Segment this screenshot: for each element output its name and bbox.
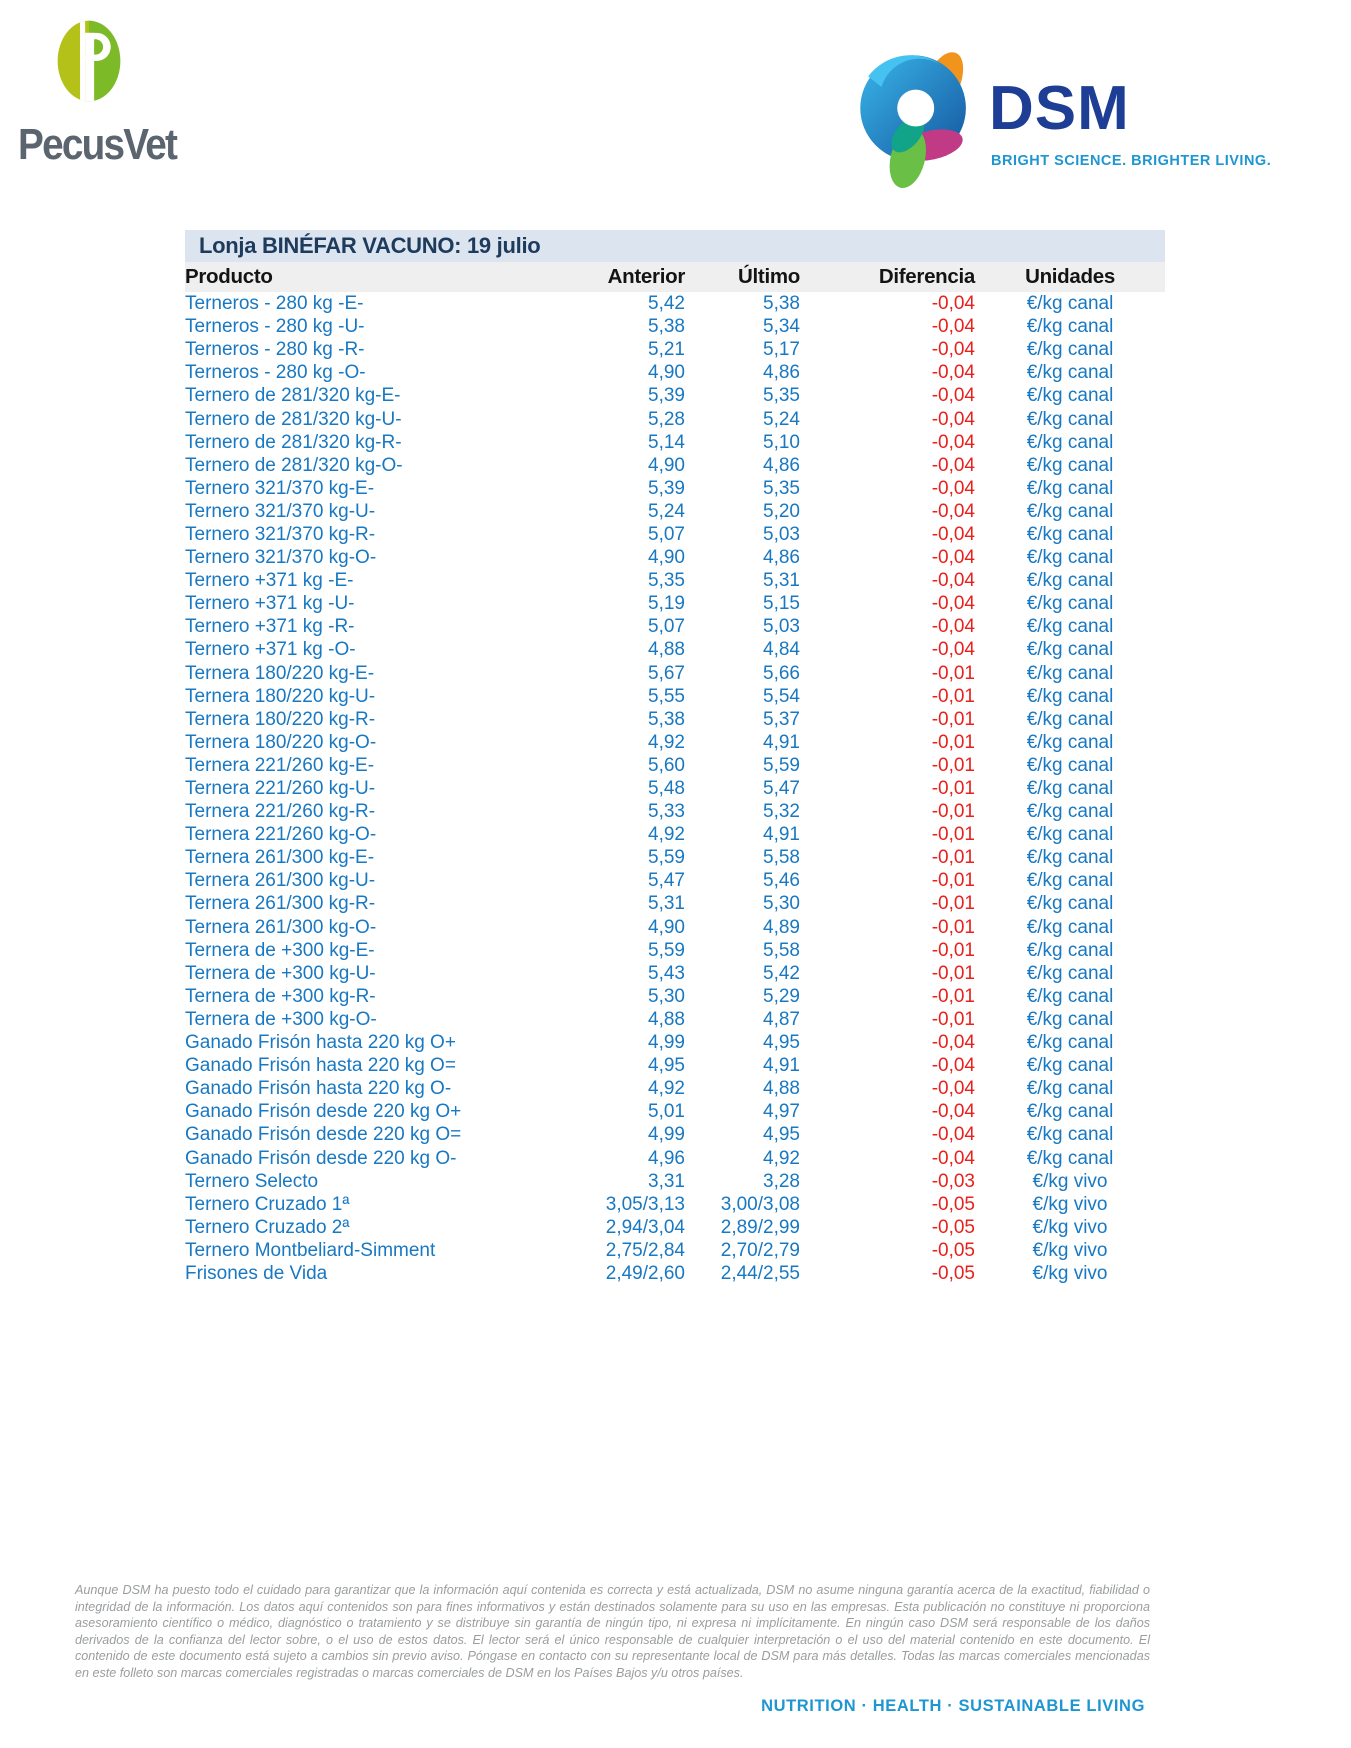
- ultimo-cell: 2,70/2,79: [720, 1239, 800, 1261]
- ultimo-cell: 5,47: [763, 778, 800, 800]
- table-row: [185, 1146, 1165, 1169]
- unidades-cell: €/kg canal: [1026, 754, 1114, 776]
- table-row: [185, 800, 1165, 823]
- unidades-cell: €/kg canal: [1026, 1055, 1114, 1077]
- price-table-body: [185, 292, 1165, 1285]
- price-table-section: [185, 230, 1165, 1285]
- table-row: [185, 1262, 1165, 1285]
- diferencia-cell: -0,04: [931, 639, 975, 661]
- ultimo-cell: 5,37: [763, 708, 800, 730]
- table-row: [185, 777, 1165, 800]
- anterior-cell: 4,92: [648, 731, 685, 753]
- table-row: [185, 1193, 1165, 1216]
- anterior-cell: 5,19: [648, 593, 685, 615]
- product-cell: Ternera 180/220 kg-U-: [185, 685, 376, 707]
- unidades-cell: €/kg canal: [1026, 500, 1114, 522]
- anterior-cell: 5,38: [648, 708, 685, 730]
- diferencia-cell: -0,01: [931, 962, 975, 984]
- diferencia-cell: -0,04: [931, 477, 975, 499]
- ultimo-cell: 4,87: [763, 1008, 800, 1030]
- diferencia-cell: -0,05: [931, 1262, 975, 1284]
- table-row: [185, 962, 1165, 985]
- unidades-cell: €/kg canal: [1026, 731, 1114, 753]
- ultimo-cell: 5,58: [763, 939, 800, 961]
- table-row: [185, 754, 1165, 777]
- ultimo-cell: 4,88: [763, 1078, 800, 1100]
- ultimo-cell: 5,03: [763, 616, 800, 638]
- table-row: [185, 662, 1165, 685]
- ultimo-cell: 4,86: [763, 454, 800, 476]
- unidades-cell: €/kg vivo: [1032, 1239, 1108, 1261]
- anterior-cell: 5,33: [648, 801, 685, 823]
- ultimo-cell: 4,91: [763, 731, 800, 753]
- product-cell: Ternera de +300 kg-R-: [185, 985, 376, 1007]
- diferencia-cell: -0,01: [931, 731, 975, 753]
- anterior-cell: 5,47: [648, 870, 685, 892]
- diferencia-cell: -0,01: [931, 824, 975, 846]
- anterior-cell: 3,31: [648, 1170, 685, 1192]
- ultimo-cell: 4,95: [763, 1032, 800, 1054]
- price-table: [185, 262, 1165, 1285]
- ultimo-cell: 5,24: [763, 408, 800, 430]
- diferencia-cell: -0,04: [931, 1078, 975, 1100]
- anterior-cell: 5,48: [648, 778, 685, 800]
- unidades-cell: €/kg canal: [1026, 1101, 1114, 1123]
- anterior-cell: 5,43: [648, 962, 685, 984]
- diferencia-cell: -0,01: [931, 685, 975, 707]
- ultimo-cell: 4,92: [763, 1147, 800, 1169]
- dsm-wordmark: DSM: [989, 74, 1130, 143]
- anterior-cell: 4,92: [648, 824, 685, 846]
- table-row: [185, 569, 1165, 592]
- product-cell: Ternero de 281/320 kg-U-: [185, 408, 402, 430]
- table-row: [185, 1077, 1165, 1100]
- unidades-cell: €/kg canal: [1026, 939, 1114, 961]
- unidades-cell: €/kg canal: [1026, 1008, 1114, 1030]
- diferencia-cell: -0,01: [931, 939, 975, 961]
- table-row: [185, 1100, 1165, 1123]
- pecusvet-egg-icon: [57, 20, 121, 102]
- anterior-cell: 4,92: [648, 1078, 685, 1100]
- unidades-cell: €/kg vivo: [1032, 1170, 1108, 1192]
- table-row: [185, 615, 1165, 638]
- diferencia-cell: -0,04: [931, 1032, 975, 1054]
- ultimo-cell: 4,84: [763, 639, 800, 661]
- table-row: [185, 1031, 1165, 1054]
- product-cell: Ternera 261/300 kg-E-: [185, 847, 375, 869]
- table-row: [185, 1123, 1165, 1146]
- unidades-cell: €/kg canal: [1026, 639, 1114, 661]
- product-cell: Ganado Frisón hasta 220 kg O+: [185, 1032, 456, 1054]
- unidades-cell: €/kg canal: [1026, 293, 1114, 315]
- diferencia-cell: -0,04: [931, 454, 975, 476]
- product-cell: Ternera 261/300 kg-U-: [185, 870, 376, 892]
- diferencia-cell: -0,01: [931, 916, 975, 938]
- unidades-cell: €/kg canal: [1026, 616, 1114, 638]
- ultimo-cell: 3,28: [763, 1170, 800, 1192]
- table-row: [185, 1170, 1165, 1193]
- anterior-cell: 4,96: [648, 1147, 685, 1169]
- product-cell: Ternero Cruzado 2ª: [185, 1216, 350, 1238]
- diferencia-cell: -0,01: [931, 708, 975, 730]
- anterior-cell: 5,14: [648, 431, 685, 453]
- unidades-cell: €/kg canal: [1026, 778, 1114, 800]
- ultimo-cell: 5,58: [763, 847, 800, 869]
- table-row: [185, 708, 1165, 731]
- anterior-cell: 2,49/2,60: [605, 1262, 685, 1284]
- diferencia-cell: -0,01: [931, 801, 975, 823]
- product-cell: Ternero +371 kg -E-: [185, 570, 354, 592]
- product-cell: Ternera 221/260 kg-E-: [185, 754, 375, 776]
- diferencia-cell: -0,04: [931, 431, 975, 453]
- ultimo-cell: 5,38: [763, 293, 800, 315]
- unidades-cell: €/kg canal: [1026, 870, 1114, 892]
- product-cell: Ganado Frisón hasta 220 kg O=: [185, 1055, 456, 1077]
- table-row: [185, 869, 1165, 892]
- unidades-cell: €/kg canal: [1026, 801, 1114, 823]
- ultimo-cell: 5,54: [763, 685, 800, 707]
- unidades-cell: €/kg canal: [1026, 316, 1114, 338]
- ultimo-cell: 5,42: [763, 962, 800, 984]
- product-cell: Ganado Frisón desde 220 kg O+: [185, 1101, 462, 1123]
- table-row: [185, 292, 1165, 315]
- table-row: [185, 1008, 1165, 1031]
- anterior-cell: 5,35: [648, 570, 685, 592]
- table-row: [185, 361, 1165, 384]
- product-cell: Ternero 321/370 kg-E-: [185, 477, 375, 499]
- column-header-producto: Producto: [185, 262, 555, 292]
- ultimo-cell: 5,29: [763, 985, 800, 1007]
- anterior-cell: 5,39: [648, 477, 685, 499]
- column-header-unidades: Unidades: [975, 262, 1165, 292]
- anterior-cell: 5,59: [648, 939, 685, 961]
- dsm-tagline: BRIGHT SCIENCE. BRIGHTER LIVING.: [991, 153, 1272, 169]
- product-cell: Ternera 221/260 kg-R-: [185, 801, 376, 823]
- diferencia-cell: -0,01: [931, 754, 975, 776]
- ultimo-cell: 4,91: [763, 1055, 800, 1077]
- anterior-cell: 5,21: [648, 339, 685, 361]
- product-cell: Ternero Cruzado 1ª: [185, 1193, 350, 1215]
- unidades-cell: €/kg canal: [1026, 847, 1114, 869]
- unidades-cell: €/kg vivo: [1032, 1193, 1108, 1215]
- anterior-cell: 4,99: [648, 1124, 685, 1146]
- diferencia-cell: -0,05: [931, 1216, 975, 1238]
- table-row: [185, 1239, 1165, 1262]
- anterior-cell: 5,60: [648, 754, 685, 776]
- product-cell: Terneros - 280 kg -E-: [185, 293, 364, 315]
- product-cell: Frisones de Vida: [185, 1262, 328, 1284]
- table-row: [185, 916, 1165, 939]
- anterior-cell: 4,90: [648, 454, 685, 476]
- unidades-cell: €/kg canal: [1026, 893, 1114, 915]
- diferencia-cell: -0,01: [931, 893, 975, 915]
- anterior-cell: 5,28: [648, 408, 685, 430]
- unidades-cell: €/kg canal: [1026, 708, 1114, 730]
- anterior-cell: 5,67: [648, 662, 685, 684]
- product-cell: Ternera 221/260 kg-O-: [185, 824, 377, 846]
- diferencia-cell: -0,04: [931, 408, 975, 430]
- diferencia-cell: -0,04: [931, 547, 975, 569]
- table-row: [185, 431, 1165, 454]
- ultimo-cell: 4,95: [763, 1124, 800, 1146]
- anterior-cell: 4,90: [648, 916, 685, 938]
- table-title: Lonja BINÉFAR VACUNO: 19 julio: [185, 230, 1165, 262]
- anterior-cell: 5,59: [648, 847, 685, 869]
- unidades-cell: €/kg vivo: [1032, 1262, 1108, 1284]
- price-table-header: [185, 262, 1165, 292]
- table-row: [185, 315, 1165, 338]
- anterior-cell: 5,38: [648, 316, 685, 338]
- ultimo-cell: 5,46: [763, 870, 800, 892]
- table-row: [185, 338, 1165, 361]
- anterior-cell: 5,07: [648, 523, 685, 545]
- diferencia-cell: -0,04: [931, 339, 975, 361]
- unidades-cell: €/kg canal: [1026, 685, 1114, 707]
- product-cell: Ternera 221/260 kg-U-: [185, 778, 376, 800]
- product-cell: Terneros - 280 kg -O-: [185, 362, 366, 384]
- diferencia-cell: -0,04: [931, 593, 975, 615]
- ultimo-cell: 5,35: [763, 477, 800, 499]
- unidades-cell: €/kg canal: [1026, 985, 1114, 1007]
- anterior-cell: 5,07: [648, 616, 685, 638]
- unidades-cell: €/kg canal: [1026, 523, 1114, 545]
- unidades-cell: €/kg canal: [1026, 385, 1114, 407]
- ultimo-cell: 5,66: [763, 662, 800, 684]
- diferencia-cell: -0,01: [931, 778, 975, 800]
- ultimo-cell: 5,32: [763, 801, 800, 823]
- unidades-cell: €/kg canal: [1026, 477, 1114, 499]
- ultimo-cell: 4,89: [763, 916, 800, 938]
- anterior-cell: 4,90: [648, 547, 685, 569]
- product-cell: Ganado Frisón hasta 220 kg O-: [185, 1078, 452, 1100]
- product-cell: Ternera de +300 kg-U-: [185, 962, 376, 984]
- anterior-cell: 2,75/2,84: [605, 1239, 685, 1261]
- ultimo-cell: 5,34: [763, 316, 800, 338]
- diferencia-cell: -0,01: [931, 985, 975, 1007]
- product-cell: Ternero de 281/320 kg-O-: [185, 454, 403, 476]
- product-cell: Ternera 261/300 kg-O-: [185, 916, 377, 938]
- product-cell: Ternero de 281/320 kg-R-: [185, 431, 402, 453]
- diferencia-cell: -0,04: [931, 616, 975, 638]
- ultimo-cell: 4,91: [763, 824, 800, 846]
- unidades-cell: €/kg canal: [1026, 962, 1114, 984]
- pecusvet-logo: [18, 12, 218, 172]
- anterior-cell: 5,42: [648, 293, 685, 315]
- product-cell: Ternero +371 kg -R-: [185, 616, 355, 638]
- unidades-cell: €/kg canal: [1026, 662, 1114, 684]
- diferencia-cell: -0,01: [931, 662, 975, 684]
- diferencia-cell: -0,04: [931, 500, 975, 522]
- diferencia-cell: -0,04: [931, 293, 975, 315]
- unidades-cell: €/kg vivo: [1032, 1216, 1108, 1238]
- table-row: [185, 384, 1165, 407]
- diferencia-cell: -0,01: [931, 870, 975, 892]
- diferencia-cell: -0,04: [931, 1101, 975, 1123]
- ultimo-cell: 5,17: [763, 339, 800, 361]
- product-cell: Terneros - 280 kg -U-: [185, 316, 365, 338]
- anterior-cell: 4,88: [648, 1008, 685, 1030]
- product-cell: Ternero Montbeliard-Simment: [185, 1239, 436, 1261]
- product-cell: Ternero +371 kg -U-: [185, 593, 355, 615]
- anterior-cell: 5,39: [648, 385, 685, 407]
- product-cell: Ganado Frisón desde 220 kg O-: [185, 1147, 457, 1169]
- footer-tagline: NUTRITION · HEALTH · SUSTAINABLE LIVING: [761, 1697, 1145, 1715]
- diferencia-cell: -0,04: [931, 385, 975, 407]
- table-row: [185, 846, 1165, 869]
- ultimo-cell: 5,35: [763, 385, 800, 407]
- table-row: [185, 1054, 1165, 1077]
- ultimo-cell: 5,31: [763, 570, 800, 592]
- anterior-cell: 4,90: [648, 362, 685, 384]
- diferencia-cell: -0,04: [931, 362, 975, 384]
- unidades-cell: €/kg canal: [1026, 916, 1114, 938]
- anterior-cell: 5,55: [648, 685, 685, 707]
- unidades-cell: €/kg canal: [1026, 362, 1114, 384]
- table-row: [185, 823, 1165, 846]
- anterior-cell: 5,31: [648, 893, 685, 915]
- ultimo-cell: 4,86: [763, 362, 800, 384]
- table-row: [185, 477, 1165, 500]
- table-row: [185, 731, 1165, 754]
- ultimo-cell: 5,59: [763, 754, 800, 776]
- product-cell: Ternero 321/370 kg-R-: [185, 523, 376, 545]
- product-cell: Ternera de +300 kg-E-: [185, 939, 375, 961]
- unidades-cell: €/kg canal: [1026, 408, 1114, 430]
- table-row: [185, 1216, 1165, 1239]
- unidades-cell: €/kg canal: [1026, 431, 1114, 453]
- anterior-cell: 2,94/3,04: [605, 1216, 685, 1238]
- diferencia-cell: -0,03: [931, 1170, 975, 1192]
- table-row: [185, 500, 1165, 523]
- product-cell: Ternero +371 kg -O-: [185, 639, 356, 661]
- unidades-cell: €/kg canal: [1026, 570, 1114, 592]
- table-row: [185, 892, 1165, 915]
- anterior-cell: 5,30: [648, 985, 685, 1007]
- column-header-anterior: Anterior: [555, 262, 685, 292]
- diferencia-cell: -0,01: [931, 1008, 975, 1030]
- ultimo-cell: 2,44/2,55: [720, 1262, 800, 1284]
- dsm-swirl-icon: [855, 42, 987, 190]
- diferencia-cell: -0,05: [931, 1193, 975, 1215]
- unidades-cell: €/kg canal: [1026, 824, 1114, 846]
- product-cell: Terneros - 280 kg -R-: [185, 339, 365, 361]
- product-cell: Ternero Selecto: [185, 1170, 319, 1192]
- product-cell: Ganado Frisón desde 220 kg O=: [185, 1124, 462, 1146]
- dsm-logo: [855, 38, 1275, 188]
- anterior-cell: 5,01: [648, 1101, 685, 1123]
- ultimo-cell: 3,00/3,08: [720, 1193, 800, 1215]
- ultimo-cell: 5,20: [763, 500, 800, 522]
- table-row: [185, 454, 1165, 477]
- pecusvet-wordmark: PecusVet: [18, 120, 177, 169]
- table-row: [185, 939, 1165, 962]
- unidades-cell: €/kg canal: [1026, 339, 1114, 361]
- product-cell: Ternera 180/220 kg-O-: [185, 731, 377, 753]
- anterior-cell: 3,05/3,13: [605, 1193, 685, 1215]
- product-cell: Ternera 180/220 kg-E-: [185, 662, 375, 684]
- ultimo-cell: 4,97: [763, 1101, 800, 1123]
- product-cell: Ternera 180/220 kg-R-: [185, 708, 376, 730]
- ultimo-cell: 5,10: [763, 431, 800, 453]
- product-cell: Ternera 261/300 kg-R-: [185, 893, 376, 915]
- ultimo-cell: 5,15: [763, 593, 800, 615]
- diferencia-cell: -0,04: [931, 316, 975, 338]
- anterior-cell: 4,95: [648, 1055, 685, 1077]
- disclaimer-text: Aunque DSM ha puesto todo el cuidado para garantizar que la información aquí contenida es correcta y está actualizada, DSM no asume ninguna garantía acerca de la exactitud, fiabilidad o integridad de la información. Los datos aquí contenidos son para fines informativos y están destinados solamente para su uso en las empresas. Esta publicación no constituye ni proporciona asesoramiento científico o médico, diagnóstico o tratamiento y se distribuye sin garantía de ningún tipo, ni expresa ni implícitamente. En ningún caso DSM será responsable de los daños derivados de la confianza del lector sobre, o el uso de estos datos. El lector será el único responsable de cualquier interpretación o el uso del material contenido en este documento. El contenido de este documento está sujeto a cambios sin previo aviso. Póngase en contacto con su representante local de DSM para más detalles. Todas las marcas comerciales mencionadas en este folleto son marcas comerciales registradas o marcas comerciales de DSM en los Países Bajos y/u otros países.: [75, 1583, 1150, 1680]
- product-cell: Ternero de 281/320 kg-E-: [185, 385, 401, 407]
- table-row: [185, 985, 1165, 1008]
- table-row: [185, 638, 1165, 661]
- ultimo-cell: 5,03: [763, 523, 800, 545]
- diferencia-cell: -0,04: [931, 1147, 975, 1169]
- ultimo-cell: 2,89/2,99: [720, 1216, 800, 1238]
- unidades-cell: €/kg canal: [1026, 593, 1114, 615]
- diferencia-cell: -0,05: [931, 1239, 975, 1261]
- column-header-ultimo: Último: [685, 262, 800, 292]
- unidades-cell: €/kg canal: [1026, 1078, 1114, 1100]
- diferencia-cell: -0,01: [931, 847, 975, 869]
- unidades-cell: €/kg canal: [1026, 547, 1114, 569]
- product-cell: Ternera de +300 kg-O-: [185, 1008, 377, 1030]
- table-row: [185, 523, 1165, 546]
- table-row: [185, 685, 1165, 708]
- product-cell: Ternero 321/370 kg-O-: [185, 547, 377, 569]
- column-header-diferencia: Diferencia: [800, 262, 975, 292]
- ultimo-cell: 5,30: [763, 893, 800, 915]
- unidades-cell: €/kg canal: [1026, 1124, 1114, 1146]
- diferencia-cell: -0,04: [931, 523, 975, 545]
- table-row: [185, 546, 1165, 569]
- unidades-cell: €/kg canal: [1026, 454, 1114, 476]
- unidades-cell: €/kg canal: [1026, 1147, 1114, 1169]
- table-row: [185, 592, 1165, 615]
- anterior-cell: 4,88: [648, 639, 685, 661]
- anterior-cell: 5,24: [648, 500, 685, 522]
- ultimo-cell: 4,86: [763, 547, 800, 569]
- diferencia-cell: -0,04: [931, 1124, 975, 1146]
- anterior-cell: 4,99: [648, 1032, 685, 1054]
- diferencia-cell: -0,04: [931, 1055, 975, 1077]
- table-row: [185, 407, 1165, 430]
- unidades-cell: €/kg canal: [1026, 1032, 1114, 1054]
- diferencia-cell: -0,04: [931, 570, 975, 592]
- product-cell: Ternero 321/370 kg-U-: [185, 500, 376, 522]
